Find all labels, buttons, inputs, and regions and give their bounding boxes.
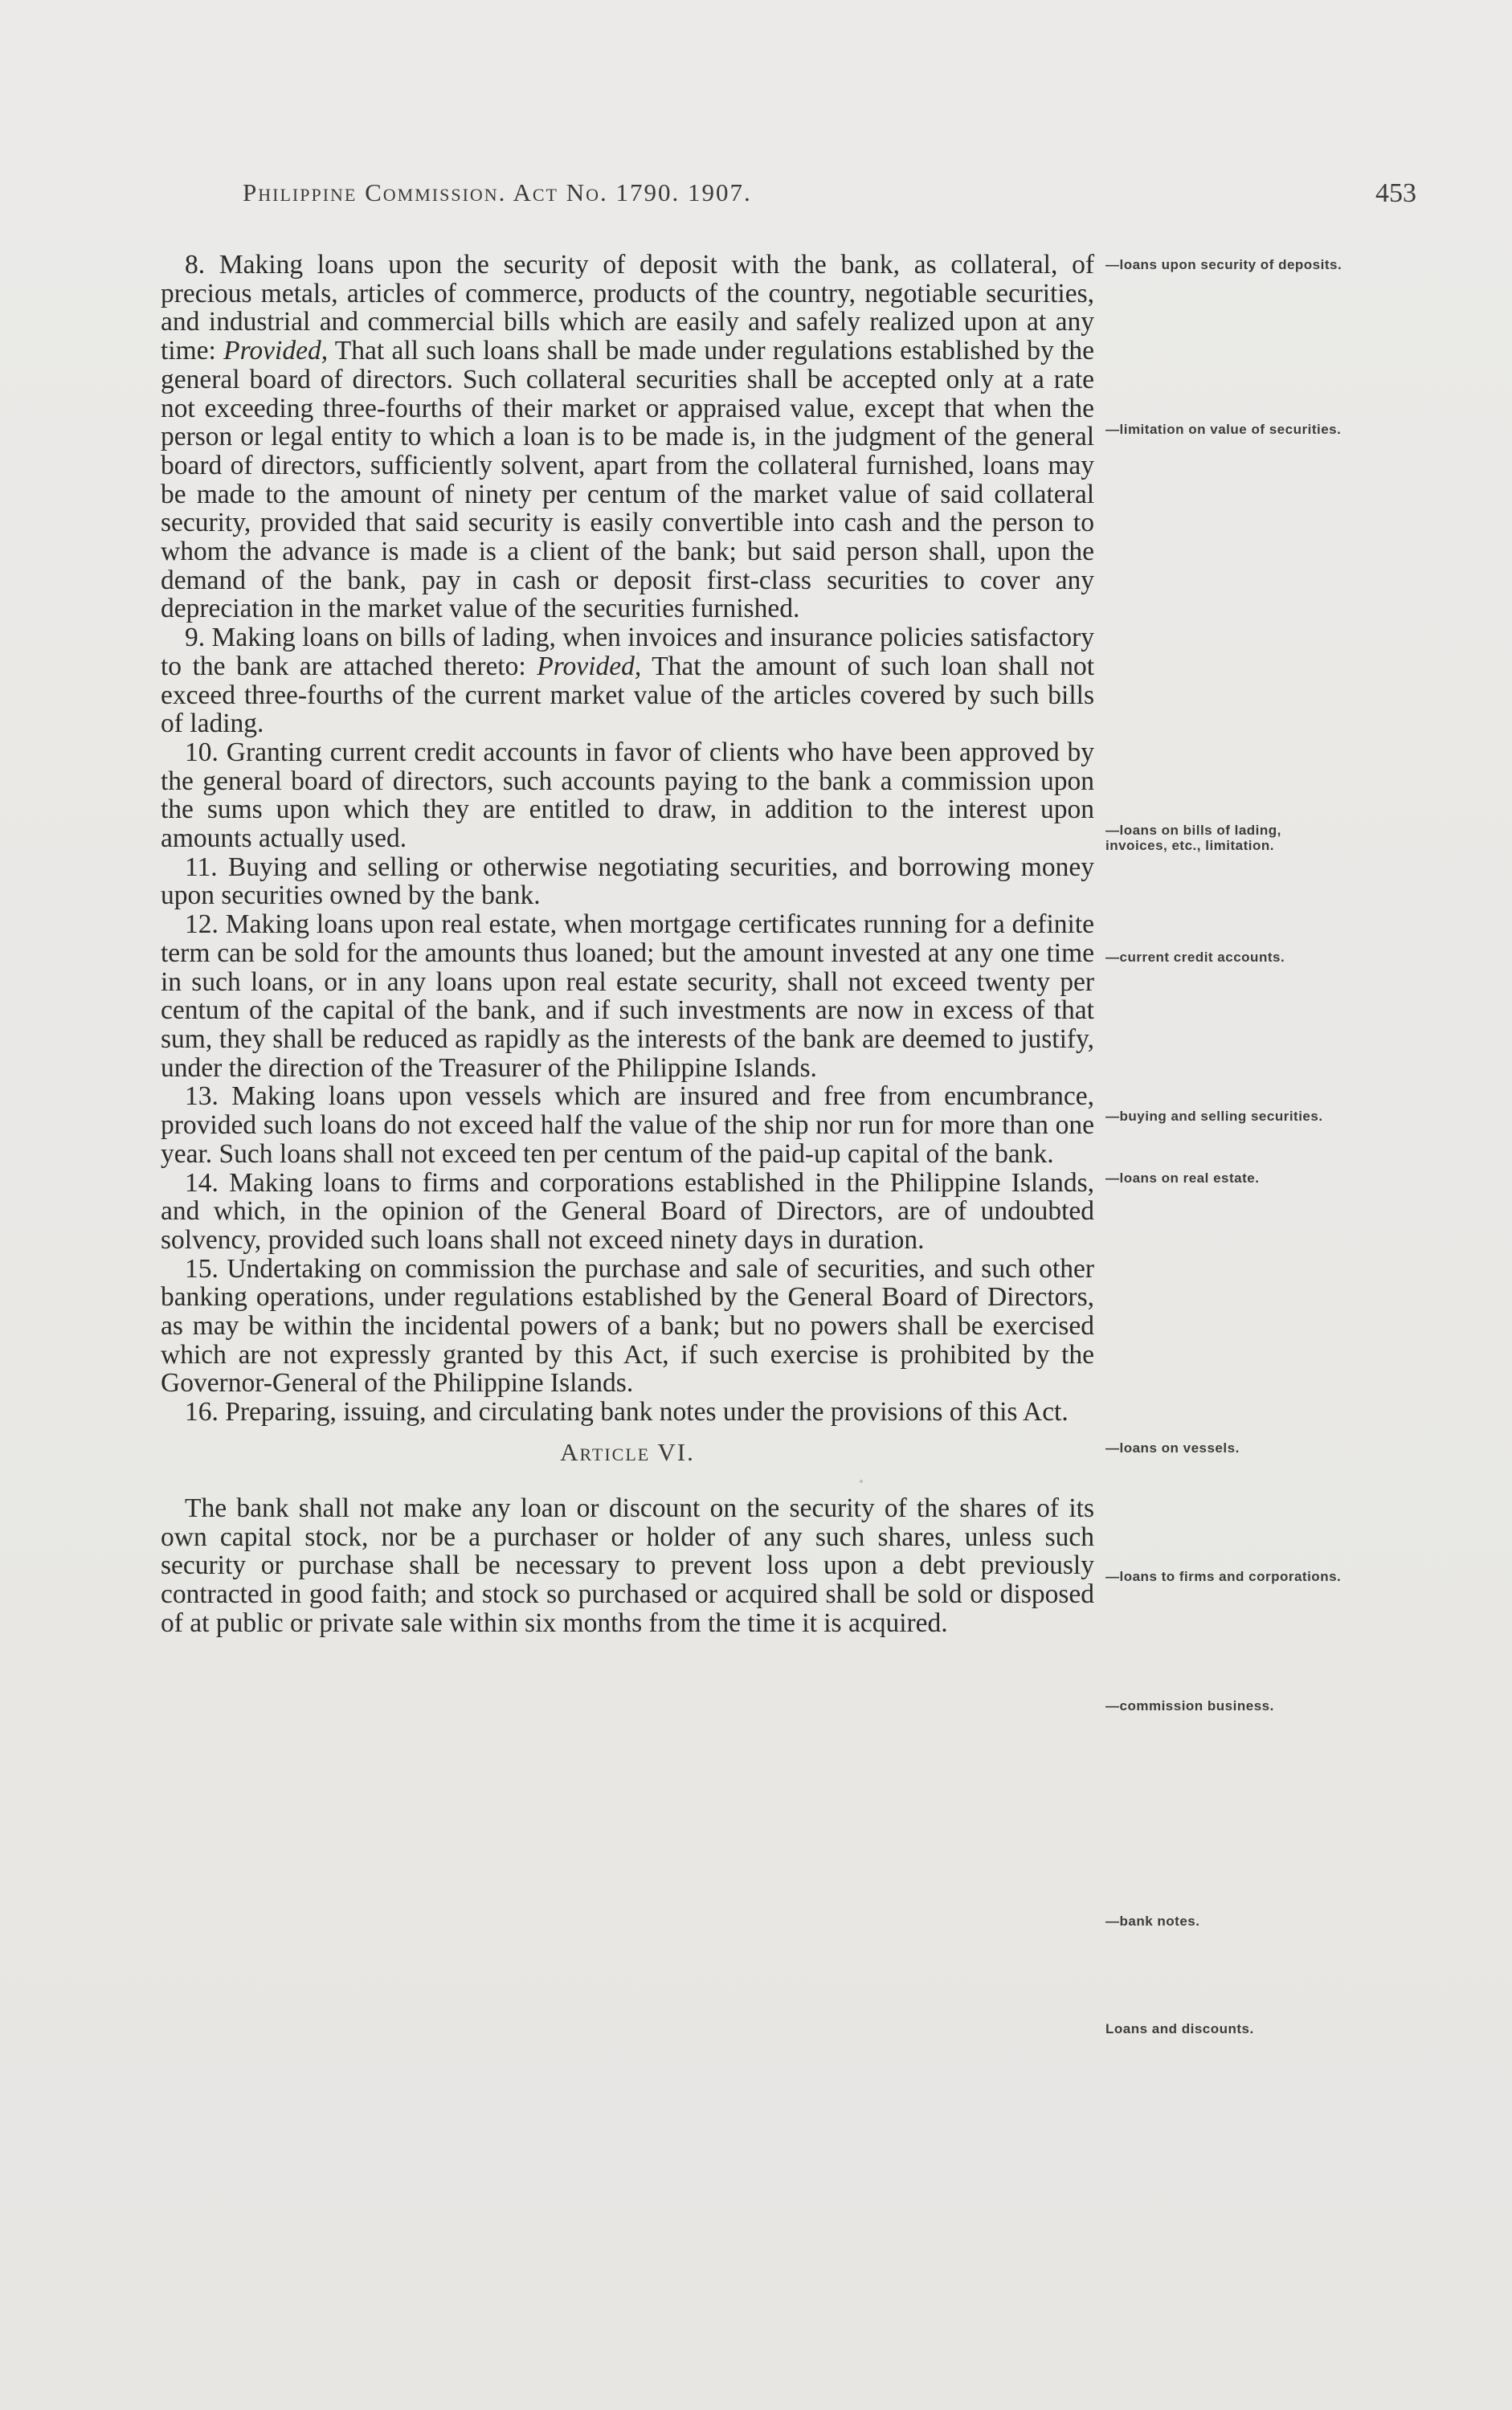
margin-note: —loans upon security of deposits. bbox=[1105, 257, 1342, 272]
margin-note: —loans on vessels. bbox=[1105, 1440, 1240, 1456]
article-text: The bank shall not make any loan or discount on the security of the shares of its own capital stock, nor be a purchaser or holder of any such shares, unless such security or purchase shall be necessary to prevent loss upon a debt previously contracted in good faith; and stock so purchased or acquired shall be sold or disposed of at public or private sale within six months from the time it is acquired. bbox=[161, 1493, 1094, 1638]
clause-11: 11. Buying and selling or otherwise negotiating securities, and borrowing money upon securities owned by the bank. bbox=[161, 852, 1094, 911]
page-header bbox=[0, 178, 1512, 219]
clause-9: 9. Making loans on bills of lading, when invoices and insurance policies satisfactory to the bank are attached thereto: Provided, That the amount of such loan shall not exceed three-fourths of the current market value of the articles covered by such bills of lading. bbox=[161, 623, 1095, 739]
clause-12: 12. Making loans upon real estate, when mortgage certificates running for a definite term can be sold for the amounts thus loaned; but the amount invested at any one time in such loans, or in any loans upon real estate security, shall not exceed twenty per centum of the capital of the bank, and if such investments are now in excess of that sum, they shall be reduced as rapidly as the interests of the bank are deemed to justify, under the direction of the Treasurer of the Philippine Islands. bbox=[161, 909, 1094, 1083]
clause-10: 10. Granting current credit accounts in favor of clients who have been approved by the general board of directors, such accounts paying to the bank a commission upon the sums upon which they are entitled to draw, in addition to the interest upon amounts actually used. bbox=[161, 737, 1094, 854]
margin-note: —buying and selling securities. bbox=[1105, 1109, 1323, 1124]
clause-8: 8. Making loans upon the security of deposit with the bank, as collateral, of precious metals, articles of commerce, products of the country, negotiable securities, and industrial and commercial bills which are easily and safely realized upon at any time: Provided, That all such loans shall be made under regulations established by the general board of directors. Such collateral securities shall be accepted only at a rate not exceeding three-fourths of their market or appraised value, except that when the person or legal entity to which a loan is to be made is, in the judgment of the general board of directors, sufficiently solvent, apart from the collateral furnished, loans may be made to the amount of ninety per centum of the market value of said collateral security, provided that said security is easily convertible into cash and the person to whom the advance is made is a client of the bank; but said person shall, upon the demand of the bank, pay in cash or deposit first-class securities to cover any depreciation in the market value of the securities furnished. bbox=[161, 250, 1094, 624]
paper-speck bbox=[860, 1480, 863, 1483]
margin-note: —current credit accounts. bbox=[1105, 950, 1285, 965]
margin-note: —bank notes. bbox=[1105, 1914, 1200, 1929]
running-head: Philippine Commission. Act No. 1790. 1907. bbox=[243, 178, 752, 206]
clause-16: 16. Preparing, issuing, and circulating bank notes under the provisions of this Act. bbox=[185, 1397, 1069, 1428]
clause-14: 14. Making loans to firms and corporations established in the Philippine Islands, and which, in the opinion of the General Board of Directors, are of undoubted solvency, provided such loans shall not exceed ninety days in duration. bbox=[161, 1167, 1094, 1255]
margin-note: —loans to firms and corporations. bbox=[1105, 1569, 1342, 1584]
margin-note: —loans on bills of lading, invoices, etc., limitation. bbox=[1105, 823, 1281, 853]
body-text bbox=[161, 251, 1094, 1637]
margin-note: —commission business. bbox=[1105, 1698, 1274, 1714]
clause-15: 15. Undertaking on commission the purchase and sale of securities, and such other banking operations, under regulations established by the General Board of Directors, as may be within the incidental powers of a bank; but no powers shall be exercised which are not expressly granted by this Act, if such exercise is prohibited by the Governor-General of the Philippine Islands. bbox=[161, 1253, 1094, 1399]
margin-note: —limitation on value of securities. bbox=[1105, 422, 1342, 437]
clause-13: 13. Making loans upon vessels which are insured and free from encumbrance, provided such loans do not exceed half the value of the ship nor run for more than one year. Such loans shall not exceed ten per centum of the paid-up capital of the bank. bbox=[161, 1081, 1094, 1169]
article-heading: Article VI. bbox=[560, 1437, 695, 1466]
page-number: 453 bbox=[1375, 178, 1416, 208]
margin-note: Loans and discounts. bbox=[1105, 2021, 1254, 2036]
margin-note: —loans on real estate. bbox=[1105, 1170, 1260, 1186]
